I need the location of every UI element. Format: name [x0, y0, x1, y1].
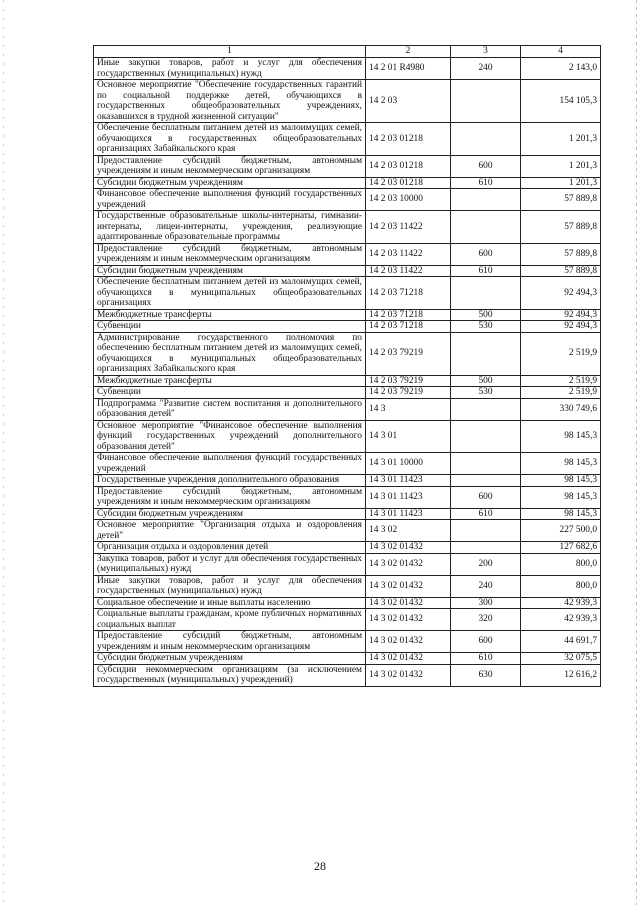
row-name-cell: Обеспечение бесплатным питанием детей из малоимущих семей, обучающихся в муниципальных общеобразовательных организациях [94, 277, 366, 310]
row-amount-cell: 227 500,0 [521, 520, 601, 542]
row-amount-cell: 2 519,9 [521, 375, 601, 387]
row-code-cell: 14 2 03 79219 [366, 375, 451, 387]
column-header-expense-type: 3 [451, 46, 521, 58]
row-amount-cell: 12 616,2 [521, 664, 601, 686]
table-row [94, 653, 601, 665]
row-expense-type-cell: 610 [451, 653, 521, 665]
row-name-cell: Субвенции [94, 387, 366, 399]
row-code-cell: 14 3 02 01432 [366, 575, 451, 597]
row-expense-type-cell: 600 [451, 243, 521, 265]
table-row [94, 542, 601, 554]
page-number: 28 [314, 859, 326, 873]
row-name-cell: Администрирование государственного полномочия по обеспечению бесплатным питанием детей из малоимущих семей, обучающихся в муниципальных общеобразовательных организациях Забайкальского края [94, 332, 366, 375]
row-code-cell: 14 3 02 01432 [366, 664, 451, 686]
row-expense-type-cell [451, 80, 521, 123]
row-name-cell: Основное мероприятие "Обеспечение государственных гарантий по социальной поддержке детей, обучающихся в государственных общеобразовательных учреждениях, оказавшихся в трудной жизненной ситуации" [94, 80, 366, 123]
row-name-cell: Субсидии бюджетным учреждениям [94, 177, 366, 189]
row-expense-type-cell: 320 [451, 609, 521, 631]
row-expense-type-cell: 200 [451, 553, 521, 575]
row-name-cell: Субсидии бюджетным учреждениям [94, 653, 366, 665]
row-code-cell: 14 3 02 01432 [366, 631, 451, 653]
table-row [94, 631, 601, 653]
row-amount-cell: 57 889,8 [521, 189, 601, 211]
row-name-cell: Обеспечение бесплатным питанием детей из малоимущих семей, обучающихся в государственных общеобразовательных организациях Забайкальского края [94, 123, 366, 156]
table-row [94, 332, 601, 375]
row-expense-type-cell [451, 398, 521, 420]
table-row [94, 189, 601, 211]
row-amount-cell: 98 145,3 [521, 420, 601, 453]
table-row [94, 420, 601, 453]
row-name-cell: Субвенции [94, 321, 366, 333]
row-expense-type-cell: 530 [451, 321, 521, 333]
table-row [94, 321, 601, 333]
row-expense-type-cell: 240 [451, 58, 521, 80]
row-amount-cell: 1 201,3 [521, 155, 601, 177]
table-row [94, 387, 601, 399]
table-row [94, 508, 601, 520]
row-code-cell: 14 2 03 01218 [366, 177, 451, 189]
row-name-cell: Предоставление субсидий бюджетным, автономным учреждениям и иным некоммерческим организациям [94, 486, 366, 508]
row-amount-cell: 1 201,3 [521, 123, 601, 156]
row-expense-type-cell [451, 332, 521, 375]
row-code-cell: 14 2 03 71218 [366, 321, 451, 333]
row-name-cell: Государственные образовательные школы-интернаты, гимназии-интернаты, лицеи-интернаты, учреждения, реализующие адаптированные образовательные программы [94, 211, 366, 244]
row-expense-type-cell: 530 [451, 387, 521, 399]
row-amount-cell: 127 682,6 [521, 542, 601, 554]
row-amount-cell: 57 889,8 [521, 243, 601, 265]
table-row [94, 211, 601, 244]
row-amount-cell: 98 145,3 [521, 475, 601, 487]
row-code-cell: 14 3 01 11423 [366, 475, 451, 487]
table-row [94, 486, 601, 508]
row-amount-cell: 42 939,3 [521, 597, 601, 609]
row-name-cell: Субсидии бюджетным учреждениям [94, 508, 366, 520]
row-expense-type-cell: 600 [451, 155, 521, 177]
row-expense-type-cell: 610 [451, 508, 521, 520]
row-code-cell: 14 2 03 11422 [366, 211, 451, 244]
row-code-cell: 14 3 01 11423 [366, 486, 451, 508]
row-amount-cell: 98 145,3 [521, 508, 601, 520]
scan-edge-right [636, 0, 637, 905]
row-expense-type-cell: 500 [451, 309, 521, 321]
row-amount-cell: 32 075,5 [521, 653, 601, 665]
table-row [94, 453, 601, 475]
row-code-cell: 14 2 03 11422 [366, 243, 451, 265]
row-code-cell: 14 3 02 01432 [366, 553, 451, 575]
row-amount-cell: 92 494,3 [521, 321, 601, 333]
row-name-cell: Иные закупки товаров, работ и услуг для обеспечения государственных (муниципальных) нужд [94, 575, 366, 597]
row-expense-type-cell: 630 [451, 664, 521, 686]
table-row [94, 265, 601, 277]
row-name-cell: Закупка товаров, работ и услуг для обеспечения государственных (муниципальных) нужд [94, 553, 366, 575]
row-code-cell: 14 2 03 10000 [366, 189, 451, 211]
row-amount-cell: 2 519,9 [521, 387, 601, 399]
row-amount-cell: 800,0 [521, 553, 601, 575]
table-body [94, 58, 601, 687]
row-amount-cell: 800,0 [521, 575, 601, 597]
column-header-name: 1 [94, 46, 366, 58]
row-expense-type-cell: 240 [451, 575, 521, 597]
row-expense-type-cell [451, 189, 521, 211]
row-name-cell: Межбюджетные трансферты [94, 309, 366, 321]
row-expense-type-cell: 300 [451, 597, 521, 609]
table-row [94, 553, 601, 575]
table-header-row [94, 46, 601, 58]
row-name-cell: Предоставление субсидий бюджетным, автономным учреждениям и иным некоммерческим организациям [94, 631, 366, 653]
row-expense-type-cell [451, 453, 521, 475]
table-row [94, 475, 601, 487]
row-amount-cell: 2 143,0 [521, 58, 601, 80]
row-code-cell: 14 3 02 01432 [366, 597, 451, 609]
row-name-cell: Иные закупки товаров, работ и услуг для обеспечения государственных (муниципальных) нужд [94, 58, 366, 80]
row-name-cell: Основное мероприятие "Организация отдыха и оздоровления детей" [94, 520, 366, 542]
row-amount-cell: 98 145,3 [521, 486, 601, 508]
table-row [94, 177, 601, 189]
row-amount-cell: 98 145,3 [521, 453, 601, 475]
column-header-code: 2 [366, 46, 451, 58]
row-expense-type-cell: 610 [451, 265, 521, 277]
table-row [94, 398, 601, 420]
table-row [94, 664, 601, 686]
row-expense-type-cell: 600 [451, 631, 521, 653]
row-code-cell: 14 3 02 [366, 520, 451, 542]
row-amount-cell: 330 749,6 [521, 398, 601, 420]
row-name-cell: Государственные учреждения дополнительного образования [94, 475, 366, 487]
row-amount-cell: 92 494,3 [521, 277, 601, 310]
table-row [94, 597, 601, 609]
row-name-cell: Финансовое обеспечение выполнения функций государственных учреждений [94, 453, 366, 475]
row-name-cell: Субсидии некоммерческим организациям (за исключением государственных (муниципальных) учреждений) [94, 664, 366, 686]
row-code-cell: 14 3 02 01432 [366, 542, 451, 554]
row-expense-type-cell [451, 475, 521, 487]
row-code-cell: 14 2 03 79219 [366, 332, 451, 375]
row-expense-type-cell [451, 123, 521, 156]
row-code-cell: 14 2 01 R4980 [366, 58, 451, 80]
row-expense-type-cell [451, 542, 521, 554]
row-code-cell: 14 3 01 10000 [366, 453, 451, 475]
scan-edge-left [3, 0, 4, 905]
row-amount-cell: 1 201,3 [521, 177, 601, 189]
table-row [94, 277, 601, 310]
row-amount-cell: 57 889,8 [521, 211, 601, 244]
row-amount-cell: 2 519,9 [521, 332, 601, 375]
row-expense-type-cell [451, 520, 521, 542]
row-name-cell: Основное мероприятие "Финансовое обеспечение выполнения функций государственных учреждений дополнительного образования детей" [94, 420, 366, 453]
row-expense-type-cell: 500 [451, 375, 521, 387]
row-name-cell: Подпрограмма "Развитие систем воспитания и дополнительного образования детей" [94, 398, 366, 420]
row-name-cell: Предоставление субсидий бюджетным, автономным учреждениям и иным некоммерческим организациям [94, 155, 366, 177]
row-amount-cell: 42 939,3 [521, 609, 601, 631]
row-code-cell: 14 2 03 79219 [366, 387, 451, 399]
row-code-cell: 14 2 03 [366, 80, 451, 123]
table-row [94, 80, 601, 123]
row-amount-cell: 44 691,7 [521, 631, 601, 653]
row-amount-cell: 92 494,3 [521, 309, 601, 321]
row-expense-type-cell: 610 [451, 177, 521, 189]
row-expense-type-cell: 600 [451, 486, 521, 508]
table-row [94, 243, 601, 265]
table-row [94, 609, 601, 631]
budget-table [93, 45, 601, 687]
row-name-cell: Социальное обеспечение и иные выплаты населению [94, 597, 366, 609]
table-row [94, 155, 601, 177]
row-name-cell: Предоставление субсидий бюджетным, автономным учреждениям и иным некоммерческим организациям [94, 243, 366, 265]
row-code-cell: 14 3 01 [366, 420, 451, 453]
row-name-cell: Социальные выплаты гражданам, кроме публичных нормативных социальных выплат [94, 609, 366, 631]
table-row [94, 58, 601, 80]
row-name-cell: Финансовое обеспечение выполнения функций государственных учреждений [94, 189, 366, 211]
row-amount-cell: 154 105,3 [521, 80, 601, 123]
row-expense-type-cell [451, 211, 521, 244]
row-code-cell: 14 2 03 01218 [366, 155, 451, 177]
row-code-cell: 14 2 03 71218 [366, 277, 451, 310]
row-expense-type-cell [451, 277, 521, 310]
row-code-cell: 14 2 03 71218 [366, 309, 451, 321]
row-code-cell: 14 3 02 01432 [366, 653, 451, 665]
row-code-cell: 14 2 03 11422 [366, 265, 451, 277]
table-row [94, 375, 601, 387]
row-name-cell: Межбюджетные трансферты [94, 375, 366, 387]
column-header-amount: 4 [521, 46, 601, 58]
row-amount-cell: 57 889,8 [521, 265, 601, 277]
table-row [94, 309, 601, 321]
table-row [94, 123, 601, 156]
table-row [94, 575, 601, 597]
row-code-cell: 14 2 03 01218 [366, 123, 451, 156]
row-code-cell: 14 3 02 01432 [366, 609, 451, 631]
row-name-cell: Субсидии бюджетным учреждениям [94, 265, 366, 277]
table-row [94, 520, 601, 542]
row-code-cell: 14 3 [366, 398, 451, 420]
row-expense-type-cell [451, 420, 521, 453]
row-name-cell: Организация отдыха и оздоровления детей [94, 542, 366, 554]
row-code-cell: 14 3 01 11423 [366, 508, 451, 520]
